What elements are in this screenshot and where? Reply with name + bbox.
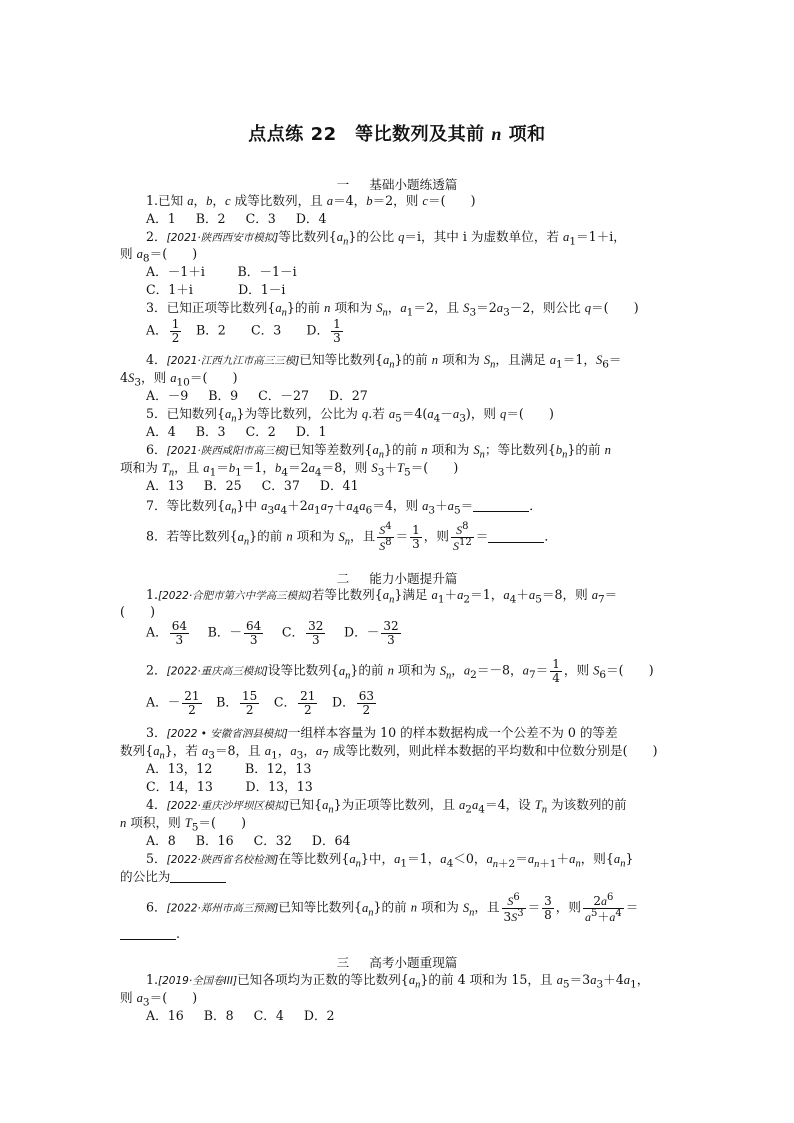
answer-options: A．－1＋i B．－1－i (146, 264, 297, 279)
question-text: 5．已知数列$\{a_n\}$为等比数列，公比为 q.若 $a_5=4(a_4-a_3)$，则 q＝( ) (146, 406, 554, 425)
question-text: 则 $a_8=$( ) (120, 246, 198, 265)
answer-options: A．4 B．3 C．2 D．1 (146, 424, 327, 439)
question-text: $4S_3$，则 $a_{10}=$( ) (120, 370, 238, 389)
answer-options: A． $\frac{64}{3}$ B．－ $\frac{64}{3}$ C． $\frac{32}{3}$ D．－ $\frac{32}{3}$ (146, 619, 399, 647)
section-heading: 二 能力小题提升篇 (336, 571, 458, 586)
question-text: 3．已知正项等比数列$\{a_n\}$的前 n 项和为 $S_n$，$a_1=2$，且 $S_3=2a_3-2$，则公比 q＝( ) (146, 300, 639, 319)
answer-options: A．13 B．25 C．37 D．41 (146, 478, 359, 493)
question-text: 项和为 $T_n$，且 $a_1=b_1=1$，$b_4=2a_4=8$，则 $S_3+T_5=$( ) (120, 460, 459, 479)
answer-options: C．1＋i D．1－i (146, 282, 286, 297)
question-text: 1.[2022·合肥市第六中学高三模拟]若等比数列$\{a_n\}$满足 $a_1+a_2=1$，$a_4+a_5=8$，则 $a_7=$ (146, 587, 618, 606)
question-text: 4．[2021·江西九江市高三三模]已知等比数列$\{a_n\}$的前 n 项和为 $S_n$，且满足 $a_1=1$，$S_6=$ (146, 352, 622, 371)
question-text: ( ) (120, 604, 156, 619)
question-text: n 项积，则 $T_5=$( ) (120, 815, 246, 834)
answer-options: C．14，13 D．13，13 (146, 779, 313, 794)
section-heading: 一 基础小题练透篇 (336, 177, 458, 192)
question-text: 1.已知 a，b，c 成等比数列，且 a＝4，b＝2，则 c＝( ) (146, 193, 476, 208)
answer-options: A．1 B．2 C．3 D．4 (146, 211, 327, 226)
question-text: 6．[2022·郑州市高三预测]已知等比数列$\{a_n\}$的前 n 项和为 $S_n$，且 $\frac{S^6}{3S^3}$ ＝ $\frac{3}{8}$ ，则 $\frac{2a^6}{a^5+a^4}$ ＝ (146, 892, 639, 924)
question-text: 6．[2021·陕西咸阳市高三模]已知等差数列$\{a_n\}$的前 n 项和为 $S_n$；等比数列$\{b_n\}$的前 n (146, 442, 611, 461)
question-text: 2．[2021·陕西西安市模拟]等比数列$\{a_n\}$的公比 q＝i，其中 i 为虚数单位，若 $a_1=1+i$， (146, 229, 626, 248)
question-text: 3．[2022 • 安徽省泗县模拟]一组样本容量为 10 的样本数据构成一个公差不为 0 的等差 (146, 725, 618, 740)
question-text: 的公比为 (120, 869, 226, 885)
question-text: 7．等比数列$\{a_n\}$中 $a_3a_4+2a_1a_7+a_4a_6=4$，则 $a_3+a_5=$ ． (146, 498, 542, 517)
answer-options: A． $\frac{1}{2}$ B．2 C．3 D． $\frac{1}{3}$ (146, 317, 341, 345)
question-text: . (120, 926, 180, 942)
answer-options: A．－ $\frac{21}{2}$ B． $\frac{15}{2}$ C． $\frac{21}{2}$ D． $\frac{63}{2}$ (146, 689, 374, 717)
question-text: 2．[2022·重庆高三模拟]设等比数列$\{a_n\}$的前 n 项和为 $S_n$，$a_2=-8$，$a_7=$ $\frac{1}{4}$ ，则 $S_6=$( ) (146, 657, 654, 685)
answer-options: A．16 B．8 C．4 D．2 (146, 1008, 335, 1023)
answer-options: A．8 B．16 C．32 D．64 (146, 833, 351, 848)
section-heading: 三 高考小题重现篇 (336, 955, 458, 970)
question-text: 4．[2022·重庆沙坪坝区模拟]已知$\{a_n\}$为正项等比数列，且 $a_2a_4=4$，设 $T_n$ 为该数列的前 (146, 797, 627, 816)
question-text: 1.[2019·全国卷III]已知各项均为正数的等比数列$\{a_n\}$的前 4 项和为 15，且 $a_5=3a_3+4a_1$， (146, 972, 650, 991)
question-text: 则 $a_3=$( ) (120, 990, 198, 1009)
answer-options: A．－9 B．9 C．－27 D．27 (146, 388, 368, 403)
answer-options: A．13，12 B．12，13 (146, 761, 312, 776)
question-text: 数列$\{a_n\}$，若 $a_3=8$，且 $a_1$，$a_3$，$a_7$ 成等比数列，则此样本数据的平均数和中位数分别是( ) (120, 743, 658, 762)
page-title: 点点练 22 等比数列及其前 n 项和 (248, 124, 546, 145)
question-text: 8．若等比数列$\{a_n\}$的前 n 项和为 $S_n$，且 $\frac{S^4}{S^8}$ ＝ $\frac{1}{3}$ ，则 $\frac{S^8}{S^{12}}$ ＝ ． (146, 521, 557, 553)
question-text: 5．[2022·陕西省名校检测]在等比数列$\{a_n\}$中，$a_1=1$，$a_4<0$，$a_{n+2}=a_{n+1}+a_n$，则$\{a_n\}$ (146, 851, 634, 870)
